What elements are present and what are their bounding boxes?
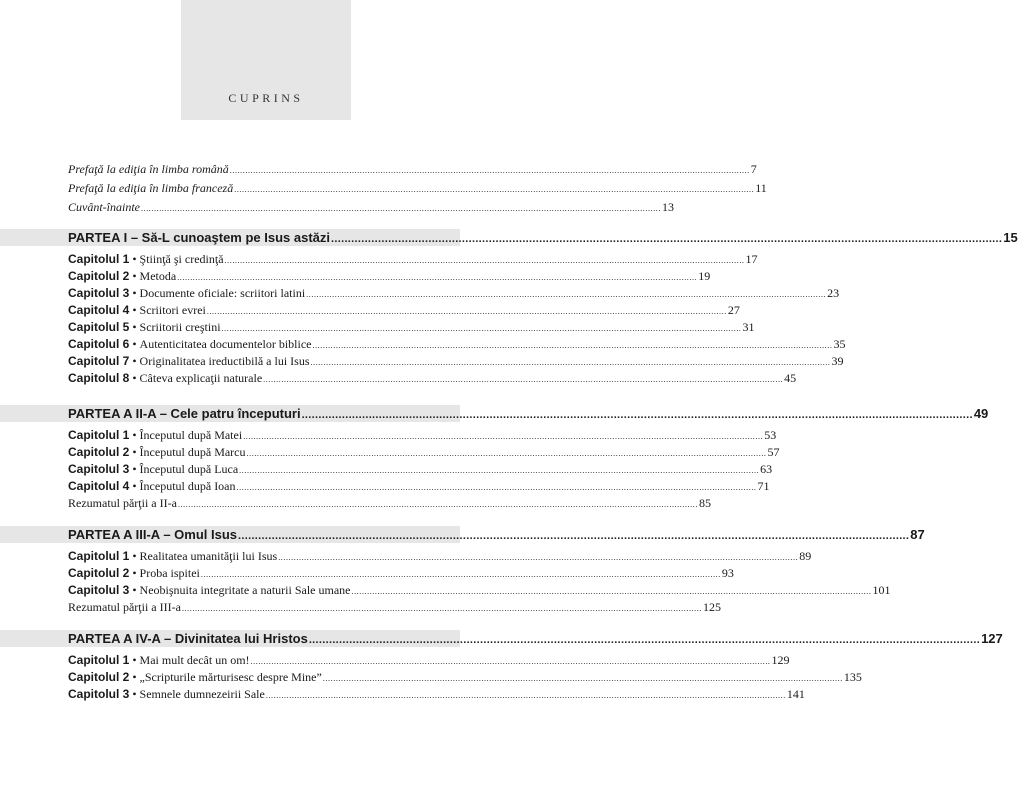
toc-chapter[interactable] [68,445,780,462]
chapter-label: Capitolul 2 [68,670,130,684]
part-title: PARTEA A III-A – Omul Isus [68,527,238,542]
leader-dots: ........................................................................................................................................................................................................ [224,256,745,265]
bullet: • [132,286,137,300]
leader-dots: ........................................................................................................................................................................................................ [310,358,831,367]
entry-title: Cuvânt-înainte [68,200,140,214]
bullet: • [132,354,137,368]
page-number: 7 [750,162,757,176]
leader-dots: ........................................................................................................................................................................................................ [308,634,981,646]
summary-title: Rezumatul părţii a II-a [68,496,177,510]
bullet: • [132,337,137,351]
entry-title: Prefaţă la ediţia în limba franceză [68,181,234,195]
page-number: 45 [784,371,797,385]
bullet: • [132,428,137,442]
page-number: 17 [745,252,758,266]
chapter-label: Capitolul 1 [68,653,130,667]
leader-dots: ........................................................................................................................................................................................................ [278,553,799,562]
toc-summary[interactable] [68,496,711,513]
toc-chapter[interactable] [68,653,790,670]
page-number: 15 [1003,230,1018,245]
chapter-title: Începutul după Ioan [139,479,236,493]
leader-dots: ........................................................................................................................................................................................................ [351,587,872,596]
page-number: 85 [698,496,711,510]
chapter-title: Documente oficiale: scriitori latini [139,286,306,300]
toc-chapter[interactable] [68,687,805,704]
toc-chapter[interactable] [68,320,755,337]
leader-dots: ........................................................................................................................................................................................................ [331,233,1003,245]
leader-dots: ........................................................................................................................................................................................................ [250,657,771,666]
chapter-title: Proba ispitei [139,566,200,580]
page-number: 19 [698,269,711,283]
toc-chapter[interactable] [68,286,840,303]
page-number: 93 [721,566,734,580]
part-title: PARTEA I – Să-L cunoaştem pe Isus astăzi [68,230,331,245]
page-number: 63 [760,462,773,476]
page-number: 101 [872,583,891,597]
leader-dots: ........................................................................................................................................................................................................ [177,500,698,509]
bullet: • [132,670,137,684]
leader-dots: ........................................................................................................................................................................................................ [312,341,833,350]
chapter-label: Capitolul 4 [68,479,130,493]
chapter-title: Scriitori evrei [139,303,206,317]
leader-dots: ........................................................................................................................................................................................................ [265,691,786,700]
page-number: 13 [662,200,674,214]
toc-chapter[interactable] [68,670,862,687]
toc-chapter[interactable] [68,371,797,388]
page-number: 125 [702,600,721,614]
bullet: • [132,653,137,667]
toc-chapter[interactable] [68,566,734,583]
part-title: PARTEA A II-A – Cele patru începuturi [68,406,301,421]
toc-chapter[interactable] [68,462,773,479]
page-number: 135 [843,670,862,684]
page-number: 53 [764,428,777,442]
summary-title: Rezumatul părţii a III-a [68,600,181,614]
page-number: 129 [771,653,790,667]
part-title: PARTEA A IV-A – Divinitatea lui Hristos [68,631,308,646]
chapter-title: Începutul după Matei [139,428,243,442]
page-number: 127 [981,631,1003,646]
toc-chapter[interactable] [68,354,844,371]
entry-title: Prefaţă la ediţia în limba română [68,162,229,176]
page-number: 27 [727,303,740,317]
bullet: • [132,687,137,701]
chapter-label: Capitolul 3 [68,286,130,300]
toc-entry-preface-ro[interactable] [68,162,757,179]
leader-dots: ........................................................................................................................................................................................................ [246,449,767,458]
chapter-title: Începutul după Marcu [139,445,246,459]
toc-chapter[interactable] [68,269,711,286]
leader-dots: ........................................................................................................................................................................................................ [239,466,760,475]
toc-part-3[interactable] [68,527,925,545]
chapter-label: Capitolul 3 [68,687,130,701]
chapter-label: Capitolul 1 [68,428,130,442]
bullet: • [132,252,137,266]
bullet: • [132,445,137,459]
toc-chapter[interactable] [68,549,812,566]
toc-entry-foreword[interactable] [68,200,674,217]
chapter-title: Începutul după Luca [139,462,239,476]
page-number: 35 [833,337,846,351]
chapter-label: Capitolul 2 [68,445,130,459]
chapter-title: Scriitorii creştini [139,320,221,334]
leader-dots: ........................................................................................................................................................................................................ [229,166,750,175]
page-number: 23 [827,286,840,300]
chapter-label: Capitolul 2 [68,566,130,580]
toc-part-4[interactable] [68,631,1003,649]
leader-dots: ........................................................................................................................................................................................................ [263,375,784,384]
page-title: CUPRINS [228,91,304,105]
page-number: 89 [799,549,812,563]
chapter-title: Realitatea umanităţii lui Isus [139,549,278,563]
chapter-label: Capitolul 3 [68,462,130,476]
leader-dots: ........................................................................................................................................................................................................ [206,307,727,316]
page-number: 57 [767,445,780,459]
chapter-title: „Scripturile mărturisesc despre Mine” [139,670,322,684]
leader-dots: ........................................................................................................................................................................................................ [181,604,702,613]
chapter-label: Capitolul 4 [68,303,130,317]
chapter-title: Metoda [139,269,177,283]
leader-dots: ........................................................................................................................................................................................................ [234,185,755,194]
toc-part-1[interactable] [68,230,1018,248]
page-number: 87 [910,527,925,542]
toc-part-2[interactable] [68,406,989,424]
bullet: • [132,303,137,317]
bullet: • [132,479,137,493]
leader-dots: ........................................................................................................................................................................................................ [301,409,973,421]
bullet: • [132,462,137,476]
leader-dots: ........................................................................................................................................................................................................ [221,324,742,333]
chapter-label: Capitolul 7 [68,354,130,368]
leader-dots: ........................................................................................................................................................................................................ [306,290,827,299]
bullet: • [132,549,137,563]
bullet: • [132,583,137,597]
leader-dots: ........................................................................................................................................................................................................ [243,432,764,441]
chapter-title: Originalitatea ireductibilă a lui Isus [139,354,310,368]
leader-dots: ........................................................................................................................................................................................................ [238,530,910,542]
chapter-title: Autenticitatea documentelor biblice [139,337,312,351]
toc-chapter[interactable] [68,479,770,496]
toc-chapter[interactable] [68,583,891,600]
bullet: • [132,371,137,385]
chapter-title: Ştiinţă şi credinţă [139,252,224,266]
chapter-label: Capitolul 3 [68,583,130,597]
header-box [181,0,351,120]
chapter-title: Semnele dumnezeirii Sale [139,687,265,701]
chapter-title: Câteva explicaţii naturale [139,371,263,385]
toc-chapter[interactable] [68,303,740,320]
page-number: 11 [755,181,767,195]
chapter-title: Neobişnuita integritate a naturii Sale umane [139,583,351,597]
chapter-label: Capitolul 8 [68,371,130,385]
leader-dots: ........................................................................................................................................................................................................ [200,570,721,579]
chapter-title: Mai mult decât un om! [139,653,250,667]
page-number: 49 [973,406,989,421]
leader-dots: ........................................................................................................................................................................................................ [141,204,661,213]
toc-summary[interactable] [68,600,721,617]
bullet: • [132,269,137,283]
toc-chapter[interactable] [68,428,777,445]
leader-dots: ........................................................................................................................................................................................................ [322,674,843,683]
bullet: • [132,566,137,580]
chapter-label: Capitolul 6 [68,337,130,351]
leader-dots: ........................................................................................................................................................................................................ [236,483,757,492]
toc-chapter[interactable] [68,252,758,269]
page-number: 31 [742,320,755,334]
page-number: 71 [757,479,770,493]
chapter-label: Capitolul 1 [68,252,130,266]
bullet: • [132,320,137,334]
toc-chapter[interactable] [68,337,846,354]
chapter-label: Capitolul 5 [68,320,130,334]
leader-dots: ........................................................................................................................................................................................................ [177,273,698,282]
page-number: 39 [831,354,844,368]
chapter-label: Capitolul 1 [68,549,130,563]
page-number: 141 [786,687,805,701]
toc-entry-preface-fr[interactable] [68,181,767,198]
chapter-label: Capitolul 2 [68,269,130,283]
